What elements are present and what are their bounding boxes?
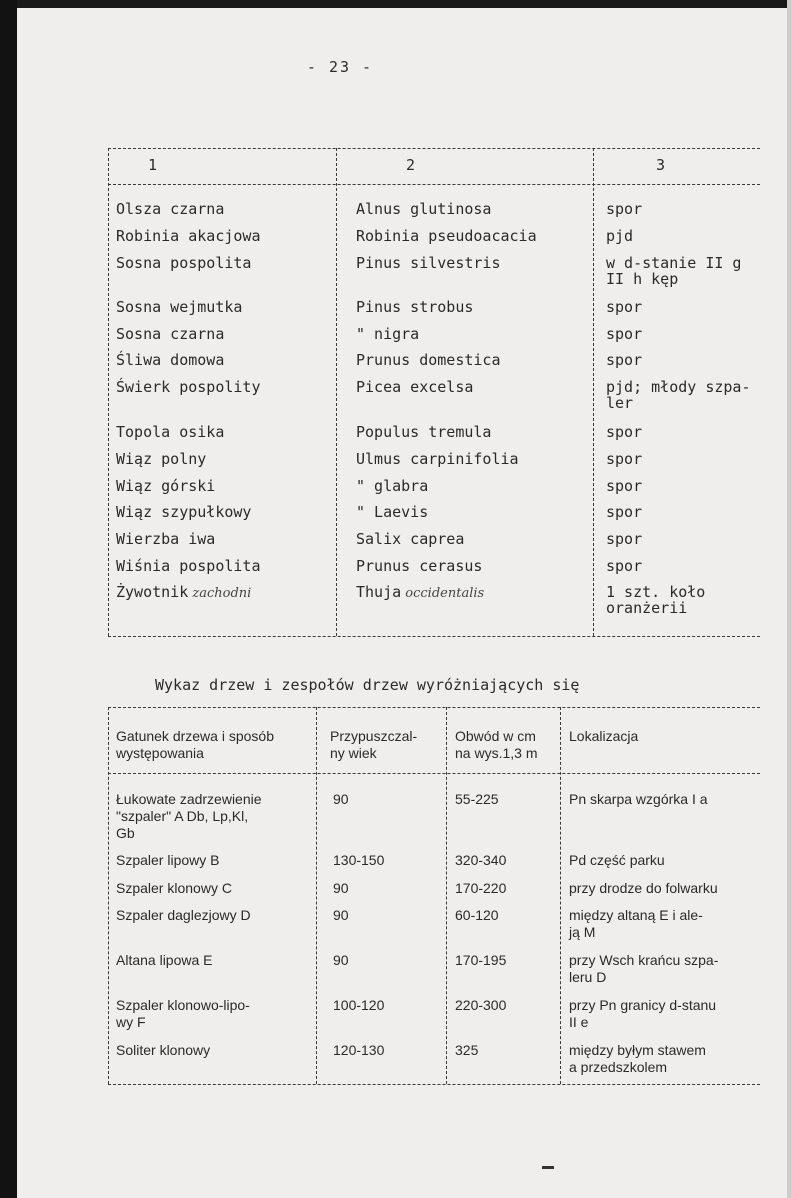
common-name: Świerk pospolity — [116, 378, 261, 396]
table-rule-header — [108, 184, 760, 185]
occurrence: spor — [606, 200, 643, 218]
estimated-age: 90 — [333, 952, 349, 968]
species-description: Szpaler klonowy C — [116, 880, 232, 896]
common-name: Sosna pospolita — [116, 254, 252, 272]
species-description: Soliter klonowy — [116, 1042, 211, 1058]
common-name: Wiśnia pospolita — [116, 557, 261, 575]
species-description: Szpaler daglezjowy D — [116, 907, 251, 923]
column-divider — [560, 707, 561, 1084]
estimated-age: 90 — [333, 907, 349, 923]
species-description: Szpaler lipowy B — [116, 852, 220, 868]
column-divider — [316, 707, 317, 1084]
location: leru D — [569, 969, 607, 985]
column-divider — [336, 148, 337, 636]
latin-name: Pinus strobus — [356, 298, 474, 316]
occurrence: spor — [606, 298, 643, 316]
location: Pn skarpa wzgórka I a — [569, 791, 708, 807]
column-header: Lokalizacja — [569, 728, 639, 744]
circumference: 220-300 — [455, 997, 507, 1013]
location: a przedszkolem — [569, 1059, 668, 1075]
estimated-age: 90 — [333, 791, 349, 807]
location: II e — [569, 1014, 589, 1030]
circumference: 60-120 — [455, 907, 499, 923]
handwritten-annotation: zachodni — [188, 586, 252, 601]
latin-name: " glabra — [356, 477, 429, 495]
common-name: Żywotnik zachodni — [116, 583, 252, 601]
occurrence: spor — [606, 351, 643, 369]
column-header: na wys.1,3 m — [455, 745, 538, 761]
circumference: 320-340 — [455, 852, 507, 868]
circumference: 170-195 — [455, 952, 507, 968]
location: między altaną E i ale- — [569, 907, 703, 923]
section-heading: Wykaz drzew i zespołów drzew wyróżniających się — [155, 676, 580, 694]
table-rule-header — [108, 773, 760, 774]
estimated-age: 130-150 — [333, 852, 385, 868]
occurrence: spor — [606, 530, 643, 548]
common-name: Robinia akacjowa — [116, 227, 261, 245]
common-name: Topola osika — [116, 423, 225, 441]
column-header: Obwód w cm — [455, 728, 536, 744]
common-name: Śliwa domowa — [116, 351, 225, 369]
scan-left-edge — [0, 0, 17, 1198]
column-header: Przypuszczal- — [330, 728, 418, 744]
table-border-left — [108, 148, 109, 636]
latin-name: Pinus silvestris — [356, 254, 501, 272]
location: przy Wsch krańcu szpa- — [569, 952, 719, 968]
latin-name: Robinia pseudoacacia — [356, 227, 537, 245]
location: między byłym stawem — [569, 1042, 706, 1058]
page-number: - 23 - — [306, 58, 374, 76]
occurrence: pjd — [606, 227, 634, 245]
latin-name: Populus tremula — [356, 423, 492, 441]
estimated-age: 90 — [333, 880, 349, 896]
species-description: Łukowate zadrzewienie — [116, 791, 262, 807]
occurrence: w d-stanie II g — [606, 254, 742, 272]
common-name: Wiąz szypułkowy — [116, 503, 252, 521]
latin-name: Prunus domestica — [356, 351, 501, 369]
occurrence: II h kęp — [606, 270, 679, 288]
location: Pd część parku — [569, 852, 665, 868]
occurrence: spor — [606, 423, 643, 441]
occurrence: spor — [606, 450, 643, 468]
occurrence: spor — [606, 325, 643, 343]
location: przy Pn granicy d-stanu — [569, 997, 717, 1013]
circumference: 170-220 — [455, 880, 507, 896]
table-rule-bottom — [108, 1084, 760, 1085]
ink-mark — [542, 1166, 554, 1169]
column-header: 3 — [656, 156, 666, 174]
column-divider — [593, 148, 594, 636]
common-name: Sosna czarna — [116, 325, 225, 343]
estimated-age: 120-130 — [333, 1042, 385, 1058]
common-name: Wiąz polny — [116, 450, 207, 468]
latin-name: Prunus cerasus — [356, 557, 483, 575]
column-header: 2 — [406, 156, 416, 174]
species-description: "szpaler" A Db, Lp,Kl, — [116, 808, 249, 824]
latin-name: " Laevis — [356, 503, 429, 521]
latin-name: Alnus glutinosa — [356, 200, 492, 218]
occurrence: pjd; młody szpa- — [606, 378, 751, 396]
table-rule-top — [108, 707, 760, 708]
scan-top-edge — [0, 0, 791, 8]
occurrence: spor — [606, 477, 643, 495]
column-header: ny wiek — [330, 745, 377, 761]
latin-name: " nigra — [356, 325, 420, 343]
table-rule-top — [108, 148, 760, 149]
circumference: 55-225 — [455, 791, 499, 807]
species-description: wy F — [116, 1014, 146, 1030]
latin-name: Thuja occidentalis — [356, 583, 485, 601]
latin-name: Picea excelsa — [356, 378, 474, 396]
handwritten-annotation: occidentalis — [401, 586, 485, 601]
occurrence: spor — [606, 557, 643, 575]
table-rule-bottom — [108, 636, 760, 637]
scan-right-edge — [787, 0, 791, 1198]
common-name: Wierzba iwa — [116, 530, 216, 548]
column-header: występowania — [116, 745, 204, 761]
location: przy drodze do folwarku — [569, 880, 718, 896]
occurrence: ler — [606, 394, 634, 412]
circumference: 325 — [455, 1042, 479, 1058]
occurrence: spor — [606, 503, 643, 521]
occurrence: oranżerii — [606, 599, 688, 617]
latin-name: Ulmus carpinifolia — [356, 450, 519, 468]
occurrence: 1 szt. koło — [606, 583, 706, 601]
common-name: Wiąz górski — [116, 477, 216, 495]
common-name: Olsza czarna — [116, 200, 225, 218]
column-divider — [446, 707, 447, 1084]
estimated-age: 100-120 — [333, 997, 385, 1013]
location: ją M — [569, 924, 596, 940]
common-name: Sosna wejmutka — [116, 298, 243, 316]
column-header: Gatunek drzewa i sposób — [116, 728, 274, 744]
column-header: 1 — [148, 156, 158, 174]
table-border-left — [108, 707, 109, 1084]
species-description: Altana lipowa E — [116, 952, 213, 968]
species-description: Szpaler klonowo-lipo- — [116, 997, 250, 1013]
species-description: Gb — [116, 825, 135, 841]
latin-name: Salix caprea — [356, 530, 465, 548]
